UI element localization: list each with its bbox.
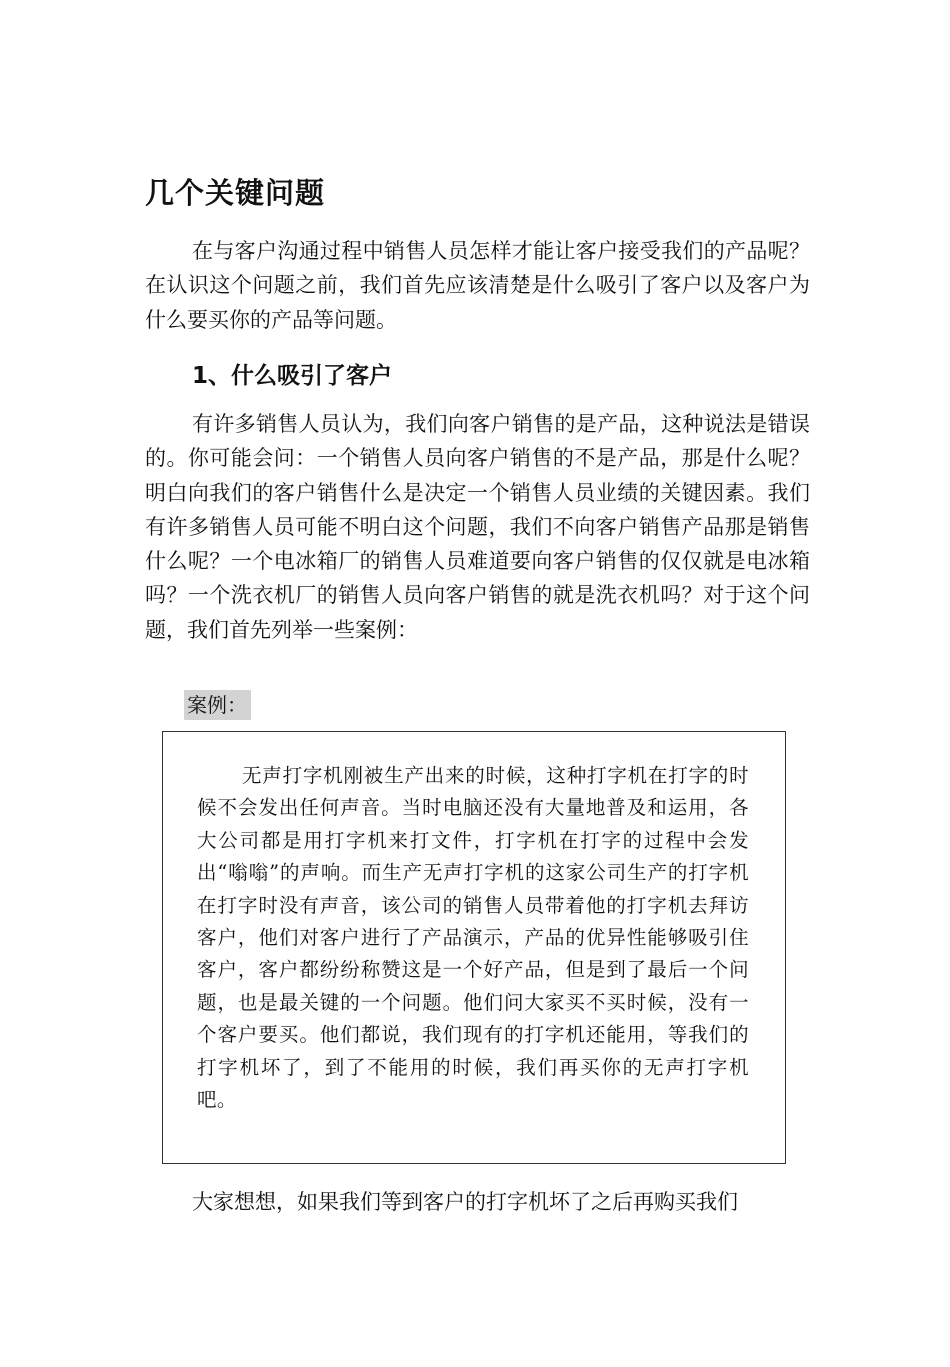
- intro-paragraph: 在与客户沟通过程中销售人员怎样才能让客户接受我们的产品呢？在认识这个问题之前，我们首先应该清楚是什么吸引了客户以及客户为什么要买你的产品等问题。: [145, 239, 810, 332]
- case-box: [162, 731, 786, 1164]
- case-text: 无声打字机刚被生产出来的时候，这种打字机在打字的时候不会发出任何声音。当时电脑还没有大量地普及和运用，各大公司都是用打字机来打文件，打字机在打字的过程中会发出“嗡嗡”的声响。而生产无声打字机的这家公司生产的打字机在打字时没有声音，该公司的销售人员带着他的打字机去拜访客户，他们对客户进行了产品演示，产品的优异性能够吸引住客户，客户都纷纷称赞这是一个好产品，但是到了最后一个问题，也是最关键的一个问题。他们问大家买不买时候，没有一个客户要买。他们都说，我们现有的打字机还能用，等我们的打字机坏了，到了不能用的时候，我们再买你的无声打字机吧。: [197, 764, 749, 1112]
- closing-paragraph: 大家想想，如果我们等到客户的打字机坏了之后再购买我们: [192, 1190, 738, 1214]
- case-label: 案例：: [184, 690, 251, 720]
- section-heading: 1、什么吸引了客户: [192, 363, 393, 389]
- page-title: 几个关键问题: [145, 176, 326, 210]
- section-body-paragraph: 有许多销售人员认为，我们向客户销售的是产品，这种说法是错误的。你可能会问：一个销售人员向客户销售的不是产品，那是什么呢？明白向我们的客户销售什么是决定一个销售人员业绩的关键因素。我们有许多销售人员可能不明白这个问题，我们不向客户销售产品那是销售什么呢？一个电冰箱厂的销售人员难道要向客户销售的仅仅就是电冰箱吗？一个洗衣机厂的销售人员向客户销售的就是洗衣机吗？对于这个问题，我们首先列举一些案例：: [145, 412, 810, 642]
